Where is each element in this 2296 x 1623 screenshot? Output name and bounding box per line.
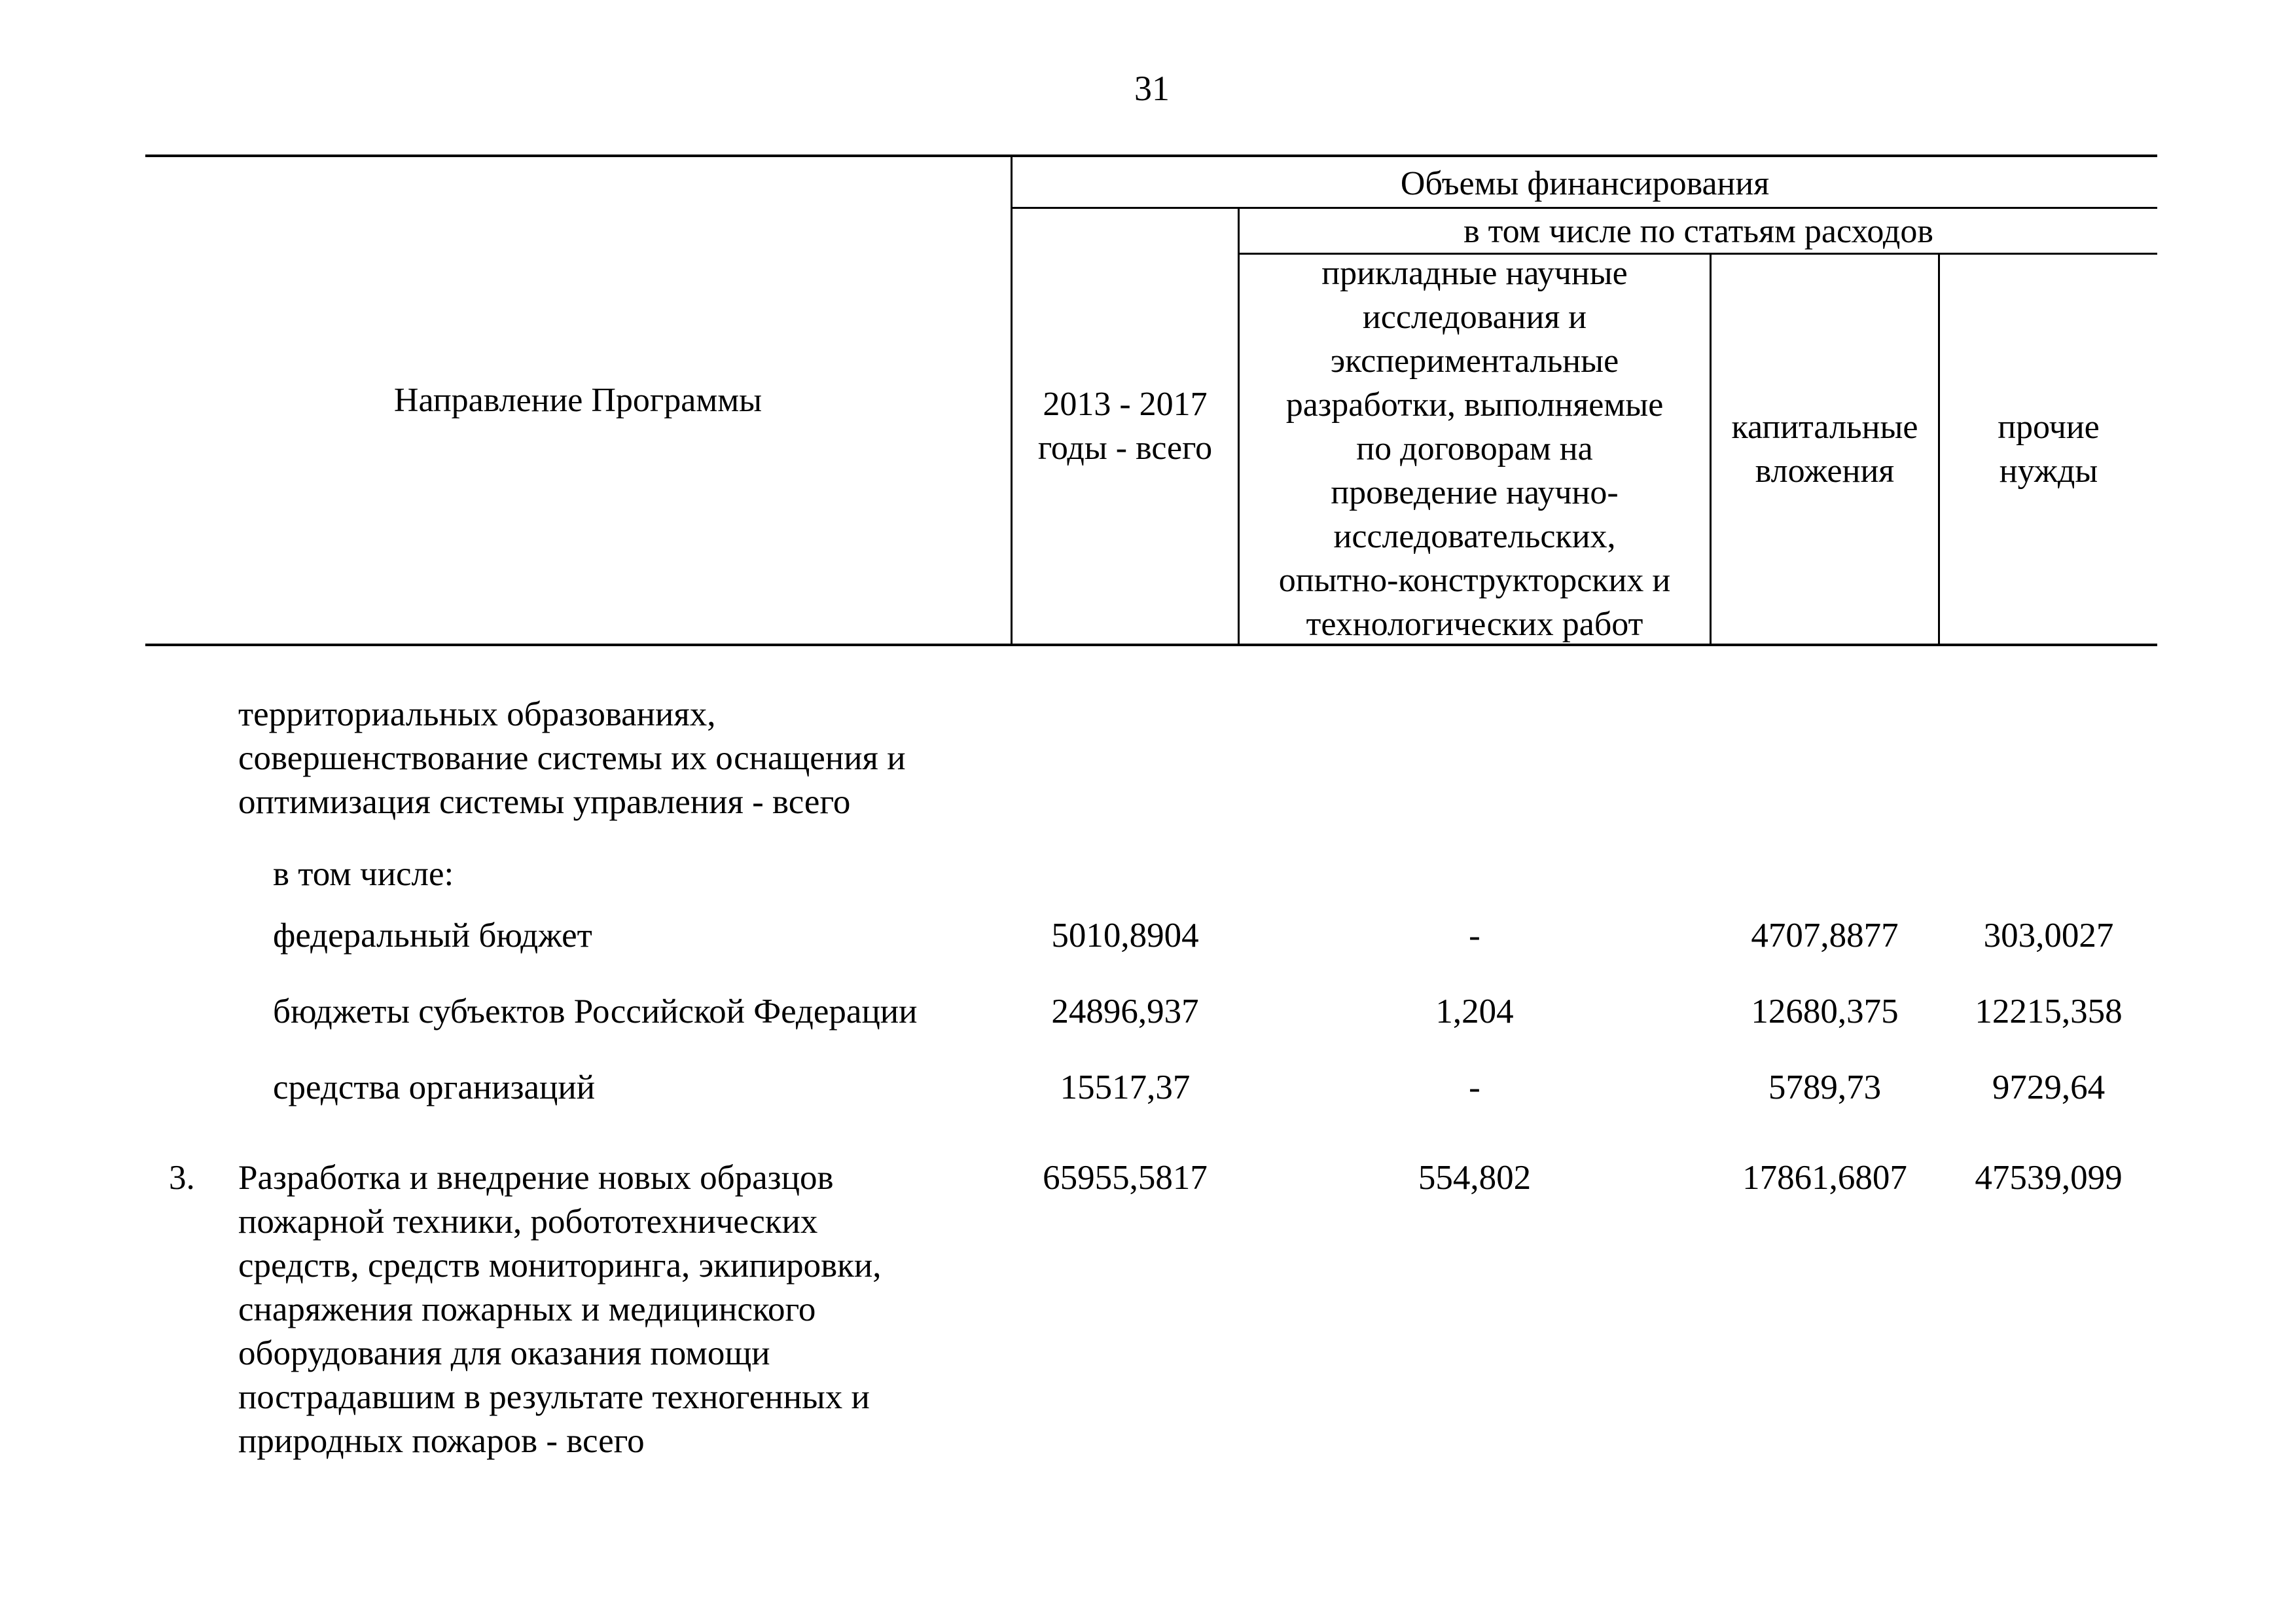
page-number: 31 (1134, 69, 1170, 108)
row-regional-label: бюджеты субъектов Российской Федерации (273, 993, 918, 1030)
item3-research: 554,802 (1418, 1159, 1532, 1197)
header-financing-label: Объемы финансирования (1400, 164, 1770, 202)
item3-number: 3. (169, 1159, 195, 1197)
item3-line-2: пожарной техники, робототехнических (238, 1203, 818, 1241)
header-research-line-9: технологических работ (1306, 606, 1643, 643)
header-financing-volumes (1013, 161, 2157, 206)
row-regional-research: 1,204 (1435, 993, 1514, 1030)
header-capital-investments (1712, 254, 1938, 644)
continuation-line-2: совершенствование системы их оснащения и (238, 739, 906, 777)
item3-line-5: оборудования для оказания помощи (238, 1334, 770, 1372)
row-federal-label: федеральный бюджет (273, 917, 592, 955)
row-federal-research: - (1469, 917, 1480, 955)
header-research-line-7: исследовательских, (1333, 518, 1616, 555)
header-other-line-1: прочие (1998, 408, 2100, 446)
header-including-expense-items (1240, 210, 2157, 253)
item3-total: 65955,5817 (1043, 1159, 1208, 1197)
item3-other: 47539,099 (1975, 1159, 2123, 1197)
header-research-line-1: прикладные научные (1321, 255, 1628, 292)
header-direction-label: Направление Программы (393, 382, 762, 419)
item3-capital: 17861,6807 (1742, 1159, 1907, 1197)
header-including-label: в том числе по статьям расходов (1463, 212, 1933, 250)
row-organizations-total: 15517,37 (1060, 1068, 1191, 1106)
continuation-line-3: оптимизация системы управления - всего (238, 783, 851, 821)
row-federal-capital: 4707,8877 (1751, 917, 1899, 955)
row-federal-other: 303,0027 (1983, 917, 2114, 955)
header-applied-research (1240, 254, 1710, 644)
header-other-line-2: нужды (1999, 452, 2098, 490)
row-regional-total: 24896,937 (1051, 993, 1199, 1030)
header-total-years (1013, 208, 1238, 644)
header-total-line-2: годы - всего (1037, 429, 1213, 467)
header-research-line-6: проведение научно- (1331, 474, 1619, 511)
header-total-line-1: 2013 - 2017 (1043, 385, 1208, 423)
row-regional-other: 12215,358 (1975, 993, 2123, 1030)
row-organizations-research: - (1469, 1068, 1480, 1106)
continuation-line-1: территориальных образованиях, (238, 695, 716, 733)
row-organizations-other: 9729,64 (1992, 1068, 2106, 1106)
header-research-line-8: опытно-конструкторских и (1278, 562, 1671, 599)
item3-line-1: Разработка и внедрение новых образцов (238, 1159, 834, 1197)
item3-line-3: средств, средств мониторинга, экипировки, (238, 1247, 882, 1285)
header-research-line-4: разработки, выполняемые (1285, 386, 1664, 424)
row-regional-capital: 12680,375 (1751, 993, 1899, 1030)
header-research-line-2: исследования и (1362, 299, 1587, 336)
header-capital-line-1: капитальные (1731, 408, 1918, 446)
including-label: в том числе: (273, 855, 454, 893)
item3-line-6: пострадавшим в результате техногенных и (238, 1378, 870, 1416)
header-research-line-3: экспериментальные (1330, 342, 1619, 380)
row-organizations-capital: 5789,73 (1768, 1068, 1882, 1106)
header-bottom-border (145, 644, 2157, 646)
item3-line-4: снаряжения пожарных и медицинского (238, 1290, 816, 1328)
header-capital-line-2: вложения (1755, 452, 1895, 490)
row-organizations-label: средства организаций (273, 1068, 596, 1106)
row-federal-total: 5010,8904 (1051, 917, 1199, 955)
header-research-line-5: по договорам на (1356, 430, 1593, 467)
item3-line-7: природных пожаров - всего (238, 1422, 645, 1460)
header-other-needs (1940, 254, 2157, 644)
header-direction (145, 157, 1011, 644)
